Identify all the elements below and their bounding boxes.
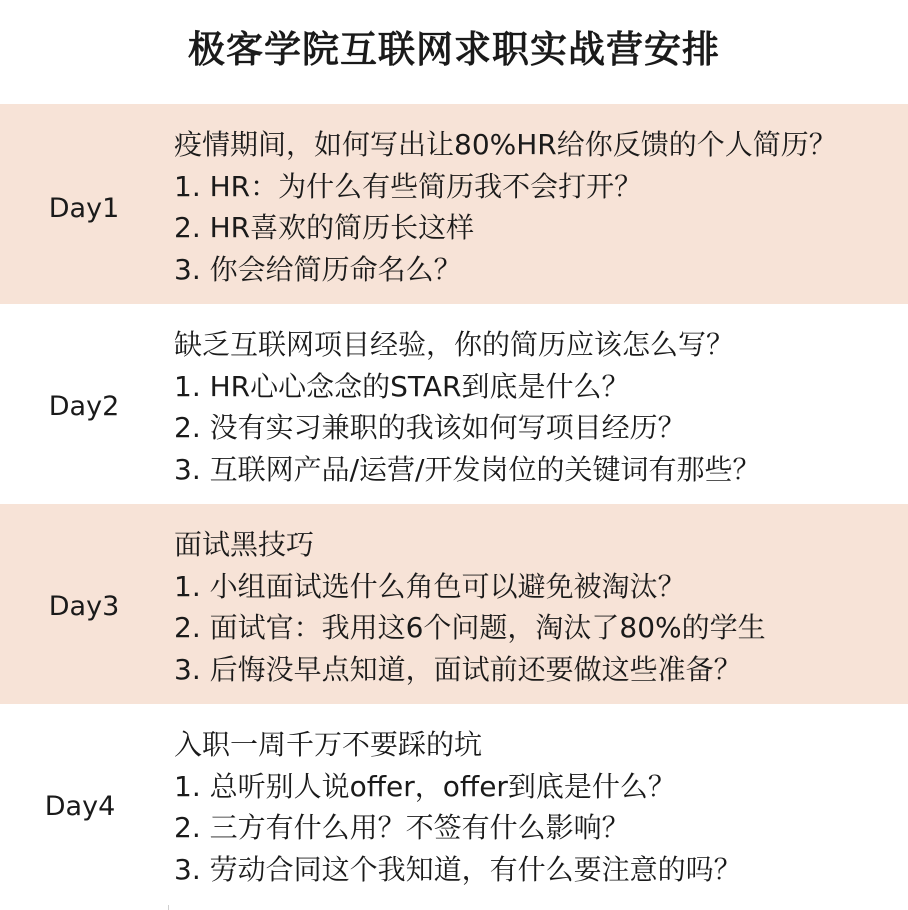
day-block-1 — [0, 104, 908, 304]
day-topic-heading: 缺乏互联网项目经验，你的简历应该怎么写？ — [174, 328, 735, 361]
day-topic-item: 3. 后悔没早点知道，面试前还要做这些准备？ — [174, 652, 742, 686]
day-topic-heading: 面试黑技巧 — [174, 528, 315, 561]
day-topic-item: 1. HR心心念念的STAR到底是什么？ — [174, 369, 630, 403]
day-topic-item: 1. 小组面试选什么角色可以避免被淘汰？ — [174, 569, 686, 603]
day-topic-item: 2. 三方有什么用？不签有什么影响？ — [174, 811, 630, 844]
bottom-divider-mark — [168, 905, 169, 910]
day-label: Day1 — [48, 193, 120, 224]
day-label: Day2 — [48, 391, 120, 422]
day-topic-list — [174, 124, 904, 290]
day-topic-item: 3. 你会给简历命名么？ — [174, 252, 462, 286]
day-topic-item: 2. 面试官：我用这6个问题，淘汰了80%的学生 — [174, 611, 766, 644]
day-label: Day4 — [44, 791, 116, 822]
day-topic-item: 2. 没有实习兼职的我该如何写项目经历？ — [174, 411, 686, 444]
day-block-2 — [0, 304, 908, 504]
day-topic-item: 1. HR：为什么有些简历我不会打开？ — [174, 169, 643, 203]
day-topic-item: 2. HR喜欢的简历长这样 — [174, 211, 475, 244]
day-topic-list — [174, 524, 904, 690]
day-label: Day3 — [48, 591, 120, 622]
day-topic-heading: 疫情期间，如何写出让80%HR给你反馈的个人简历？ — [174, 128, 837, 161]
day-topic-heading: 入职一周千万不要踩的坑 — [174, 728, 483, 761]
day-topic-list — [174, 724, 904, 890]
day-topic-item: 3. 互联网产品/运营/开发岗位的关键词有那些？ — [174, 452, 761, 486]
day-block-3 — [0, 504, 908, 704]
day-topic-list — [174, 324, 904, 490]
day-topic-item: 1. 总听别人说offer，offer到底是什么？ — [174, 769, 676, 803]
day-topic-item: 3. 劳动合同这个我知道，有什么要注意的吗？ — [174, 852, 742, 886]
day-block-4 — [0, 704, 908, 904]
page-title: 极客学院互联网求职实战营安排 — [188, 28, 720, 71]
